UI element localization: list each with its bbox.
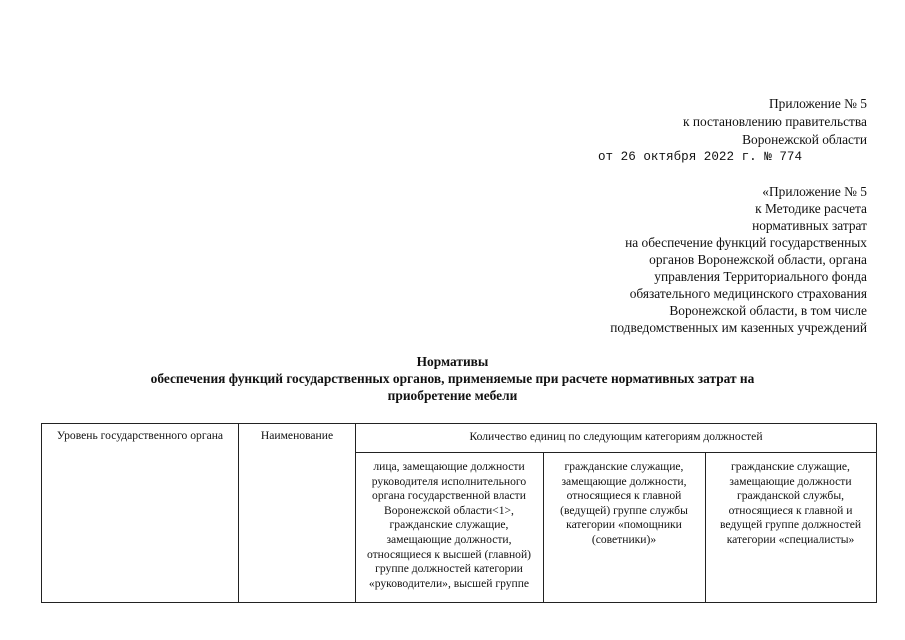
table-divider-col2 [355,423,356,603]
methodology-line: «Приложение № 5 [762,184,867,199]
methodology-line: обязательного медицинского страхования [629,286,867,301]
methodology-line: нормативных затрат [752,218,867,233]
table-border-top [41,423,877,424]
title-line: приобретение мебели [387,388,518,403]
table-border-right [876,423,877,603]
table-divider-sub2 [705,452,706,603]
methodology-line: управления Территориального фонда [654,269,867,284]
methodology-line: Воронежской области, в том числе [669,303,867,318]
header-quantity-group: Количество единиц по следующим категориям должностей [469,430,763,443]
table-divider-group [355,452,877,453]
annex-region: Воронежской области [742,132,867,147]
table-divider-sub1 [543,452,544,603]
annex-decree-ref: к постановлению правительства [682,114,867,129]
subheader-specialists-category: гражданские служащие, замещающие должности гражданской службы, относящиеся к главной и ведущей группе должностей категории «специалисты» [719,460,862,546]
title-line: Нормативы [416,354,489,369]
table-border-bottom [41,602,877,603]
subheader-assistants-category: гражданские служащие, замещающие должности, относящиеся к главной (ведущей) группе службы категории «помощники (советники)» [560,460,688,546]
table-divider-col1 [238,423,239,603]
annex-number: Приложение № 5 [768,96,867,111]
norms-table [41,423,877,603]
title-line: обеспечения функций государственных органов, применяемые при расчете нормативных затрат на [150,371,755,386]
subheader-heads-category: лица, замещающие должности руководителя исполнительного органа государственной власти Воронежской области<1>, гражданские служащие, замещающие должности, относящиеся к высшей (главной) группе должностей категории «руководители», высшей группе [366,460,532,590]
methodology-line: к Методике расчета [755,201,867,216]
header-name: Наименование [260,429,334,442]
table-border-left [41,423,42,603]
methodology-line: на обеспечение функций государственных [625,235,867,250]
header-government-level: Уровень государственного органа [56,429,224,442]
decree-date: от 26 октября 2022 г. № 774 [598,150,803,164]
methodology-line: подведомственных им казенных учреждений [610,320,867,335]
methodology-line: органов Воронежской области, органа [649,252,867,267]
